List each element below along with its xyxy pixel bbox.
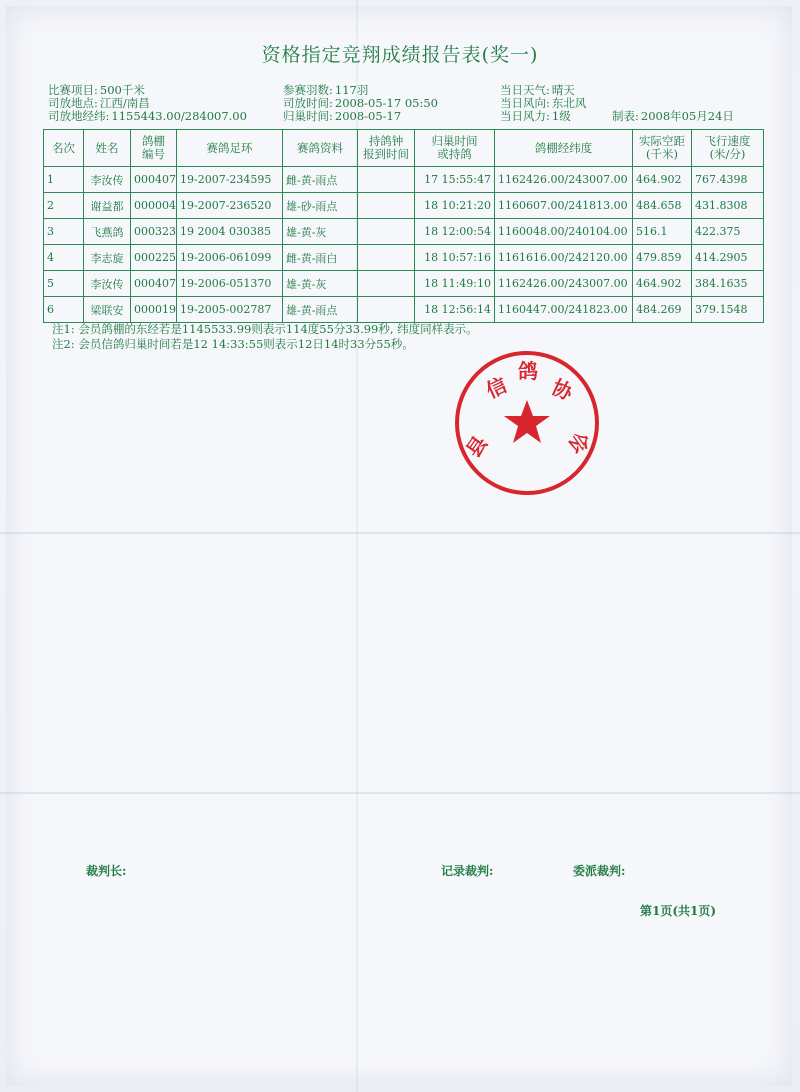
table-row — [44, 271, 764, 297]
table-cell: 18 11:49:10 — [415, 271, 495, 297]
note-2: 注2: 会员信鸽归巢时间若是12 14:33:55则表示12日14时33分55秒。 — [52, 337, 414, 351]
table-cell: 484.658 — [633, 193, 692, 219]
table-cell: 379.1548 — [692, 297, 764, 323]
table-cell: 18 10:21:20 — [415, 193, 495, 219]
info-return-time: 归巢时间: 2008-05-17 — [283, 109, 402, 123]
table-cell: 767.4398 — [692, 167, 764, 193]
svg-text:县: 县 — [461, 431, 493, 462]
table-cell: 000019 — [131, 297, 177, 323]
table-cell: 479.859 — [633, 245, 692, 271]
info-wind-direction: 当日风向: 东北风 — [500, 96, 587, 110]
table-cell: 5 — [44, 271, 84, 297]
table-row — [44, 245, 764, 271]
table-cell: 17 15:55:47 — [415, 167, 495, 193]
table-cell: 1162426.00/243007.00 — [495, 167, 633, 193]
table-cell: 李汝传 — [84, 167, 131, 193]
svg-text:会: 会 — [563, 427, 595, 458]
table-cell: 3 — [44, 219, 84, 245]
table-cell: 1160607.00/241813.00 — [495, 193, 633, 219]
table-cell: 18 10:57:16 — [415, 245, 495, 271]
svg-text:协: 协 — [548, 374, 577, 406]
table-cell — [358, 271, 415, 297]
column-header: 归巢时间 或持鸽 — [415, 130, 495, 167]
table-cell: 雄-黄-灰 — [283, 219, 358, 245]
table-cell: 19-2006-061099 — [177, 245, 283, 271]
info-weather: 当日天气: 晴天 — [500, 83, 575, 97]
table-cell: 雄-黄-雨点 — [283, 297, 358, 323]
table-cell: 422.375 — [692, 219, 764, 245]
table-cell: 000004 — [131, 193, 177, 219]
info-release-time: 司放时间: 2008-05-17 05:50 — [283, 96, 438, 110]
table-row — [44, 167, 764, 193]
column-header: 赛鸽资料 — [283, 130, 358, 167]
table-cell: 谢益都 — [84, 193, 131, 219]
svg-text:鸽: 鸽 — [518, 359, 538, 383]
table-cell: 2 — [44, 193, 84, 219]
association-seal — [452, 348, 602, 498]
table-cell: 464.902 — [633, 271, 692, 297]
appointed-judge-label: 委派裁判: — [573, 864, 626, 878]
table-cell: 1 — [44, 167, 84, 193]
table-cell: 18 12:00:54 — [415, 219, 495, 245]
table-cell: 18 12:56:14 — [415, 297, 495, 323]
column-header: 持鸽钟 报到时间 — [358, 130, 415, 167]
notes — [52, 322, 478, 352]
table-cell: 梁联安 — [84, 297, 131, 323]
column-header: 鸽棚经纬度 — [495, 130, 633, 167]
table-cell: 雌-黄-雨白 — [283, 245, 358, 271]
note-1: 注1: 会员鸽棚的东经若是1145533.99则表示114度55分33.99秒, 纬度同样表示。 — [52, 322, 478, 336]
column-header: 飞行速度 (米/分) — [692, 130, 764, 167]
chief-judge-label: 裁判长: — [86, 864, 127, 878]
table-cell: 1160048.00/240104.00 — [495, 219, 633, 245]
info-event: 比赛项目: 500千米 — [48, 83, 145, 97]
table-cell: 000323 — [131, 219, 177, 245]
table-cell: 19-2007-236520 — [177, 193, 283, 219]
table-cell: 19 2004 030385 — [177, 219, 283, 245]
table-cell: 19-2005-002787 — [177, 297, 283, 323]
info-release-coords: 司放地经纬: 1155443.00/284007.00 — [48, 109, 247, 123]
paper-fold — [0, 792, 800, 794]
table-cell: 雄-黄-灰 — [283, 271, 358, 297]
table-cell — [358, 219, 415, 245]
table-cell: 484.269 — [633, 297, 692, 323]
page-number: 第1页(共1页) — [640, 904, 717, 918]
table-cell: 384.1635 — [692, 271, 764, 297]
record-judge-label: 记录裁判: — [441, 864, 494, 878]
table-cell: 19-2006-051370 — [177, 271, 283, 297]
table-cell: 000225 — [131, 245, 177, 271]
table-cell: 464.902 — [633, 167, 692, 193]
table-header-row — [44, 130, 764, 167]
table-cell: 516.1 — [633, 219, 692, 245]
column-header: 名次 — [44, 130, 84, 167]
column-header: 姓名 — [84, 130, 131, 167]
table-cell: 雄-砂-雨点 — [283, 193, 358, 219]
table-cell: 4 — [44, 245, 84, 271]
table-cell: 1162426.00/243007.00 — [495, 271, 633, 297]
table-cell: 1161616.00/242120.00 — [495, 245, 633, 271]
svg-text:信: 信 — [482, 372, 511, 403]
info-wind-force: 当日风力: 1级 — [500, 109, 571, 123]
table-cell: 李汝传 — [84, 271, 131, 297]
table-cell — [358, 245, 415, 271]
table-cell: 6 — [44, 297, 84, 323]
table-row — [44, 193, 764, 219]
table-row — [44, 297, 764, 323]
info-entries: 参赛羽数: 117羽 — [283, 83, 369, 97]
table-cell: 1160447.00/241823.00 — [495, 297, 633, 323]
table-row — [44, 219, 764, 245]
table-cell: 飞燕鸽 — [84, 219, 131, 245]
report-title: 资格指定竞翔成绩报告表(奖一) — [261, 44, 539, 66]
results-table — [43, 129, 764, 323]
table-cell: 000407 — [131, 167, 177, 193]
table-cell — [358, 167, 415, 193]
table-cell: 431.8308 — [692, 193, 764, 219]
table-cell — [358, 193, 415, 219]
table-cell: 000407 — [131, 271, 177, 297]
info-release-place: 司放地点: 江西/南昌 — [48, 96, 150, 110]
table-cell: 李志旋 — [84, 245, 131, 271]
column-header: 赛鸽足环 — [177, 130, 283, 167]
table-cell: 414.2905 — [692, 245, 764, 271]
paper-fold — [0, 532, 800, 534]
table-cell: 19-2007-234595 — [177, 167, 283, 193]
table-cell — [358, 297, 415, 323]
info-made-date: 制表: 2008年05月24日 — [612, 109, 734, 123]
table-cell: 雌-黄-雨点 — [283, 167, 358, 193]
column-header: 实际空距 (千米) — [633, 130, 692, 167]
column-header: 鸽棚 编号 — [131, 130, 177, 167]
